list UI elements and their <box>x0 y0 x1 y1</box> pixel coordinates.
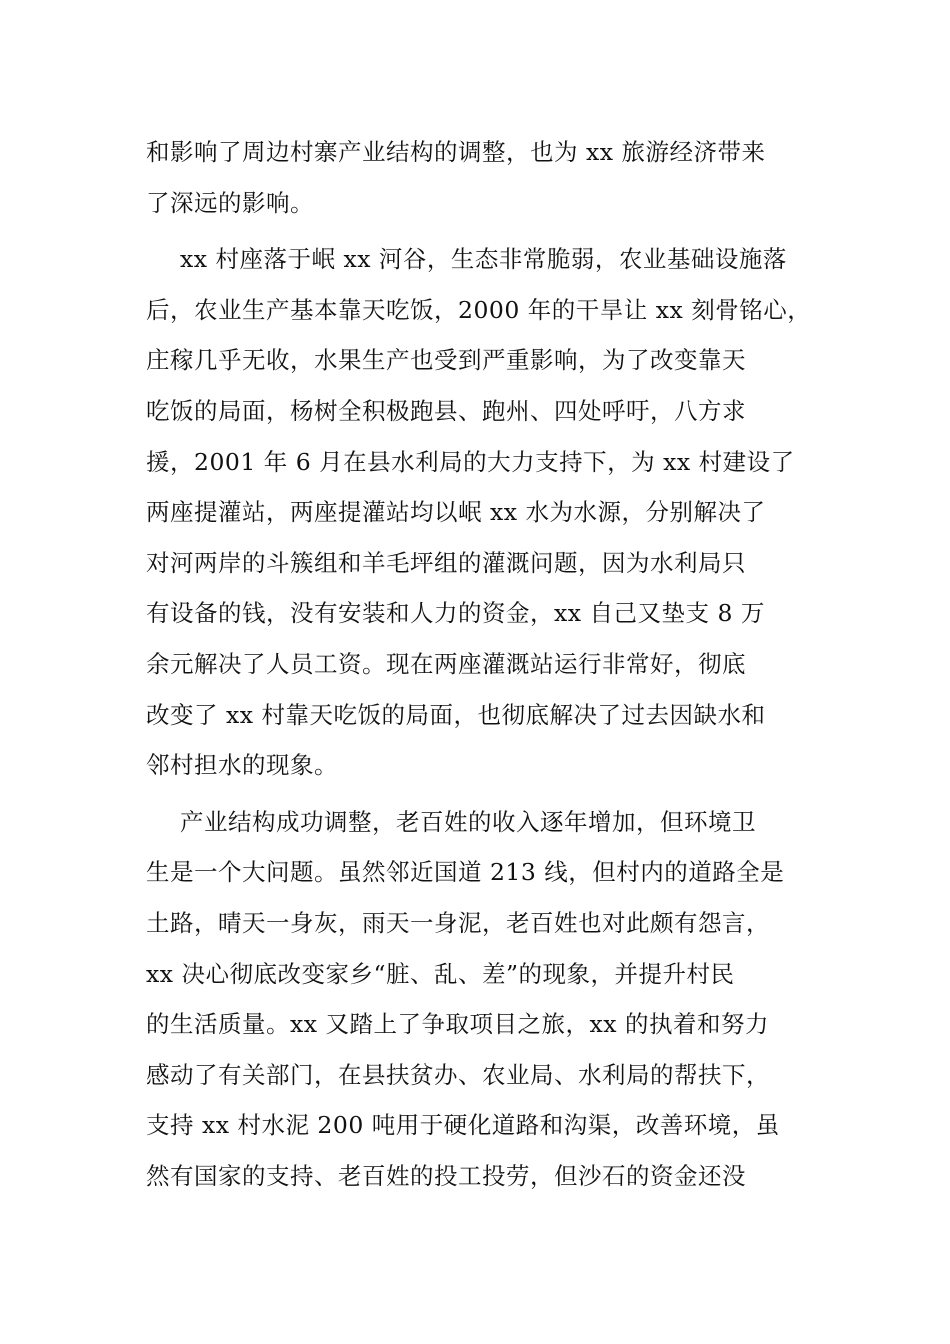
text-line: 余元解决了人员工资。现在两座灌溉站运行非常好，彻底 <box>146 649 746 678</box>
text-line: 两座提灌站，两座提灌站均以岷 xx 水为水源，分别解决了 <box>146 498 766 527</box>
paragraph-2 <box>146 234 816 791</box>
text-line: 生是一个大问题。虽然邻近国道 213 线，但村内的道路全是 <box>146 858 785 887</box>
document-body <box>146 127 816 1201</box>
text-line: 土路，晴天一身灰，雨天一身泥，老百姓也对此颇有怨言， <box>146 908 770 937</box>
text-line: 有设备的钱，没有安装和人力的资金，xx 自己又垫支 8 万 <box>146 599 765 628</box>
text-line: 了深远的影响。 <box>146 188 314 217</box>
paragraph-1 <box>146 127 816 228</box>
text-line: 吃饭的局面，杨树全积极跑县、跑州、四处呼吁，八方求 <box>146 396 746 425</box>
text-line: 邻村担水的现象。 <box>146 751 338 780</box>
text-line: 后，农业生产基本靠天吃饭，2000 年的干旱让 xx 刻骨铭心， <box>146 295 812 324</box>
text-line: 产业结构成功调整，老百姓的收入逐年增加，但环境卫 <box>180 807 756 836</box>
text-line: 和影响了周边村寨产业结构的调整，也为 xx 旅游经济带来 <box>146 138 766 166</box>
text-line: 然有国家的支持、老百姓的投工投劳，但沙石的资金还没 <box>146 1161 746 1190</box>
text-line: 感动了有关部门，在县扶贫办、农业局、水利局的帮扶下， <box>146 1060 770 1089</box>
text-line: 援，2001 年 6 月在县水利局的大力支持下，为 xx 村建设了 <box>146 447 795 476</box>
text-line: 支持 xx 村水泥 200 吨用于硬化道路和沟渠，改善环境，虽 <box>146 1111 780 1140</box>
text-line: 对河两岸的斗簇组和羊毛坪组的灌溉问题，因为水利局只 <box>146 548 746 577</box>
text-line: 改变了 xx 村靠天吃饭的局面，也彻底解决了过去因缺水和 <box>146 700 766 729</box>
text-line: 庄稼几乎无收，水果生产也受到严重影响，为了改变靠天 <box>146 346 746 375</box>
text-line: xx 决心彻底改变家乡“脏、乱、差”的现象，并提升村民 <box>146 959 735 988</box>
text-line: 的生活质量。xx 又踏上了争取项目之旅，xx 的执着和努力 <box>146 1010 769 1039</box>
paragraph-3 <box>146 797 816 1202</box>
text-line: xx 村座落于岷 xx 河谷，生态非常脆弱，农业基础设施落 <box>180 245 787 274</box>
